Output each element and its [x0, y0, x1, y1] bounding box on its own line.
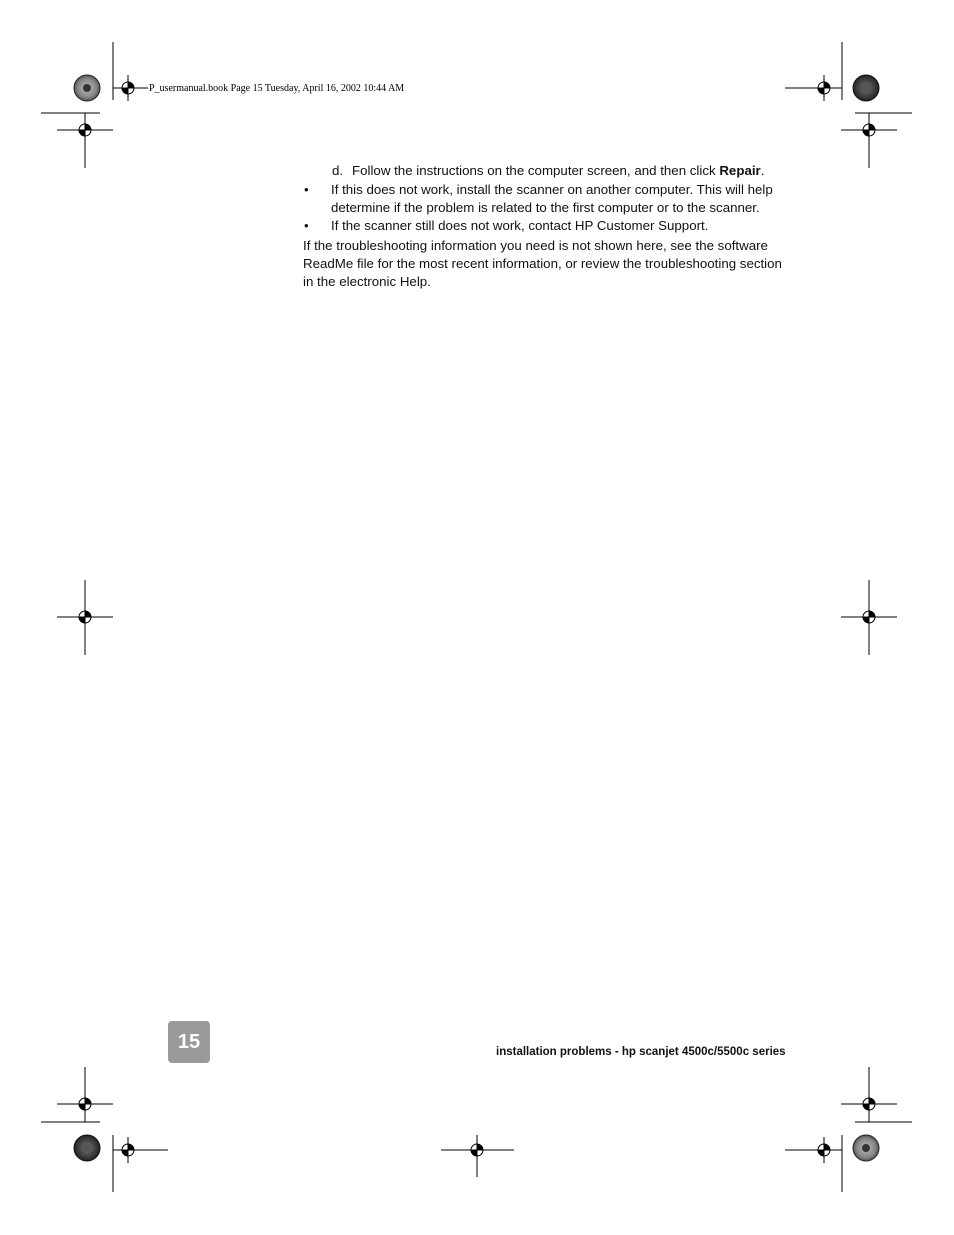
step-d — [303, 162, 793, 180]
list-item — [303, 181, 793, 217]
body-content — [303, 162, 793, 291]
starburst-mark — [853, 75, 879, 101]
bullet-icon: • — [304, 181, 309, 197]
list-item-text: If this does not work, install the scanner on another computer. This will help determine if the problem is related to the first computer or to the scanner. — [331, 181, 773, 215]
step-text: Follow the instructions on the computer screen, and then click Repair. — [352, 163, 765, 178]
starburst-mark — [853, 1135, 879, 1161]
bullet-icon: • — [304, 218, 309, 234]
step-marker: d. — [332, 163, 344, 178]
list-item-text: If the scanner still does not work, contact HP Customer Support. — [331, 218, 709, 234]
running-footer: installation problems - hp scanjet 4500c/5500c series — [496, 1046, 786, 1058]
list-item — [303, 217, 793, 235]
repair-term: Repair — [719, 163, 761, 178]
starburst-mark — [74, 75, 100, 101]
starburst-mark — [74, 1135, 100, 1161]
troubleshooting-paragraph: If the troubleshooting information you need is not shown here, see the software ReadMe file for the most recent information, or review the troubleshooting section in the electronic Help. — [303, 238, 782, 289]
page-number: 15 — [168, 1021, 210, 1063]
print-slug: P_usermanual.book Page 15 Tuesday, April 16, 2002 10:44 AM — [149, 83, 405, 94]
